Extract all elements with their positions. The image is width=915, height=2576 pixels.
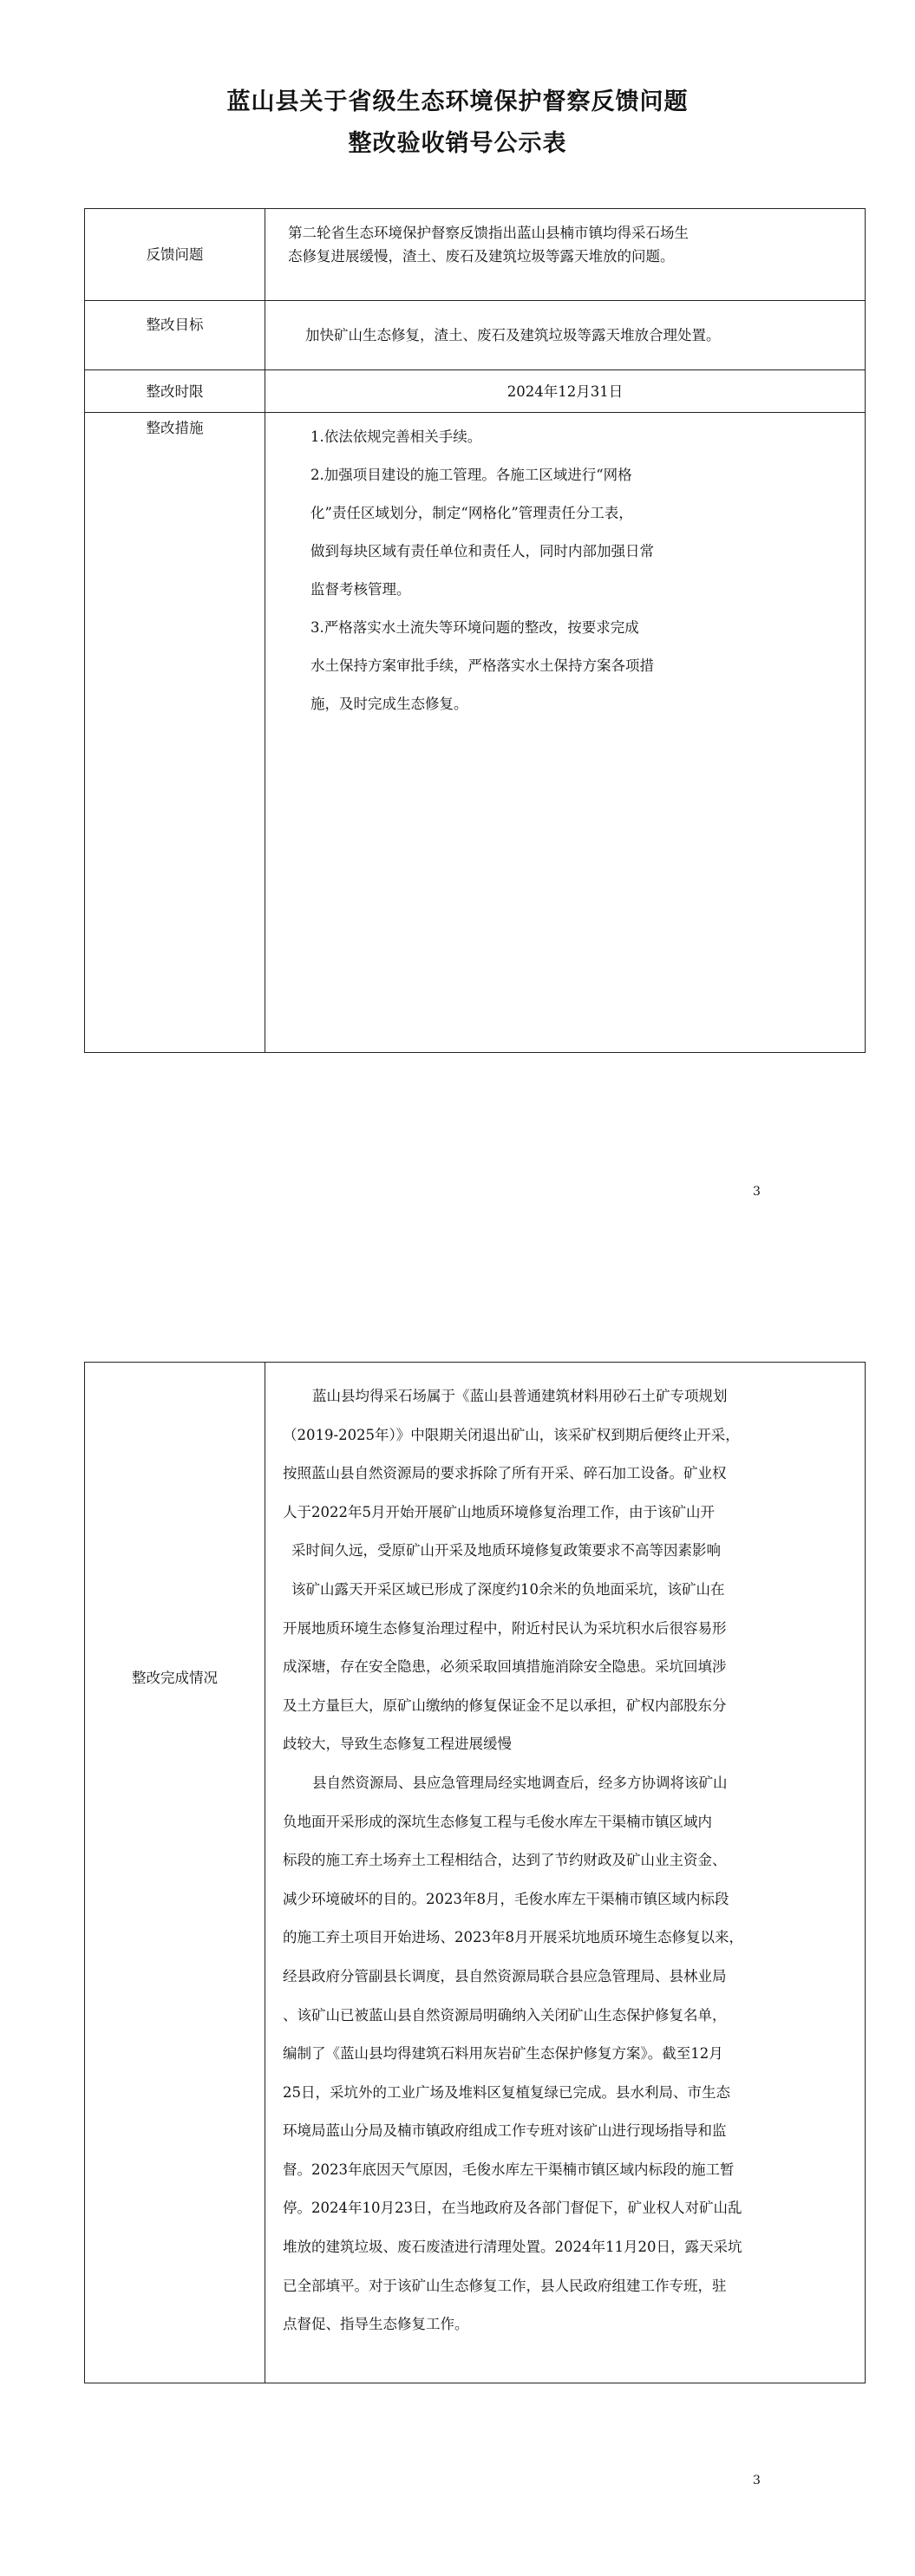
value-feedback (265, 209, 866, 301)
completion-line: 人于2022年5月开始开展矿山地质环境修复治理工作，由于该矿山开 (283, 1503, 715, 1520)
completion-line: 堆放的建筑垃圾、废石废渣进行清理处置。2024年11月20日，露天采坑 (283, 2239, 742, 2256)
goal-text: 加快矿山生态修复，渣土、废石及建筑垃圾等露天堆放合理处置。 (305, 327, 721, 343)
completion-line: 督。2023年底因天气原因，毛俊水库左干渠楠市镇区域内标段的施工暂 (283, 2161, 735, 2178)
label-completion: 整改完成情况 (85, 1363, 265, 2383)
label-deadline: 整改时限 (85, 370, 265, 413)
row-measures (85, 413, 866, 1053)
completion-line: 该矿山露天开采区域已形成了深度约10余米的负地面采坑，该矿山在 (291, 1580, 725, 1598)
completion-line: 成深塘，存在安全隐患，必须采取回填措施消除安全隐患。采坑回填涉 (283, 1658, 727, 1676)
completion-line: 环境局蓝山分局及楠市镇政府组成工作专班对该矿山进行现场指导和监 (283, 2122, 727, 2140)
measures-line: 1.依法依规完善相关手续。 (310, 428, 482, 445)
completion-line: 经县政府分管副县长调度，县自然资源局联合县应急管理局、县林业局 (283, 1967, 727, 1984)
measures-line: 2.加强项目建设的施工管理。各施工区域进行“网格 (310, 467, 632, 483)
value-measures (265, 413, 866, 1053)
completion-line: 的施工弃土项目开始进场、2023年8月开展采坑地质环境生态修复以来， (283, 1929, 743, 1946)
completion-line: 开展地质环境生态修复治理过程中，附近村民认为采坑积水后很容易形 (283, 1619, 727, 1637)
value-goal (265, 301, 866, 370)
measures-line: 施，及时完成生态修复。 (310, 696, 468, 712)
measures-line: 化”责任区域划分，制定“网格化”管理责任分工表， (310, 505, 633, 521)
value-completion (265, 1363, 866, 2383)
completion-line: 蓝山县均得采石场属于《蓝山县普通建筑材料用砂石土矿专项规划 (312, 1388, 728, 1404)
row-goal (85, 301, 866, 370)
row-deadline (85, 370, 866, 413)
document-title-line1: 蓝山县关于省级生态环境保护督察反馈问题 (226, 88, 689, 115)
completion-line: 负地面开采形成的深坑生态修复工程与毛俊水库左干渠楠市镇区域内 (283, 1813, 712, 1830)
measures-line: 做到每块区域有责任单位和责任人，同时内部加强日常 (310, 543, 654, 559)
completion-line: 减少环境破坏的目的。2023年8月，毛俊水库左干渠楠市镇区域内标段 (283, 1890, 729, 1907)
completion-line: 编制了《蓝山县均得建筑石料用灰岩矿生态保护修复方案》。截至12月 (283, 2045, 723, 2063)
completion-line: 及土方量巨大，原矿山缴纳的修复保证金不足以承担，矿权内部股东分 (283, 1697, 727, 1714)
measures-line: 水土保持方案审批手续，严格落实水土保持方案各项措 (310, 657, 654, 674)
feedback-line: 态修复进展缓慢，渣土、废石及建筑垃圾等露天堆放的问题。 (288, 248, 675, 265)
label-feedback: 反馈问题 (85, 209, 265, 301)
page-number: 3 (753, 1185, 761, 1199)
rectification-table-page2 (84, 1362, 866, 2383)
measures-line: 监督考核管理。 (310, 581, 411, 598)
completion-line: （2019-2025年）》中限期关闭退出矿山，该采矿权到期后便终止开采， (283, 1426, 740, 1443)
value-deadline: 2024年12月31日 (265, 370, 866, 413)
rectification-table-page1 (84, 208, 866, 1053)
page-number: 3 (753, 2474, 761, 2488)
completion-line: 按照蓝山县自然资源局的要求拆除了所有开采、碎石加工设备。矿业权 (283, 1465, 727, 1482)
measures-line: 3.严格落实水土流失等环境问题的整改，按要求完成 (310, 619, 639, 636)
completion-line: 采时间久远，受原矿山开采及地质环境修复政策要求不高等因素影响 (291, 1542, 721, 1559)
feedback-line: 第二轮省生态环境保护督察反馈指出蓝山县楠市镇均得采石场生 (288, 225, 689, 241)
row-feedback (85, 209, 866, 301)
completion-line: 点督促、指导生态修复工作。 (283, 2316, 469, 2333)
completion-line: 县自然资源局、县应急管理局经实地调查后，经多方协调将该矿山 (312, 1774, 728, 1791)
label-goal: 整改目标 (85, 301, 265, 370)
completion-line: 歧较大，导致生态修复工程进展缓慢 (283, 1736, 512, 1753)
completion-line: 、该矿山已被蓝山县自然资源局明确纳入关闭矿山生态保护修复名单， (283, 2006, 727, 2024)
completion-line: 已全部填平。对于该矿山生态修复工作，县人民政府组建工作专班，驻 (283, 2277, 727, 2294)
document-title-line2: 整改验收销号公示表 (348, 130, 567, 157)
completion-line: 停。2024年10月23日，在当地政府及各部门督促下，矿业权人对矿山乱 (283, 2200, 742, 2217)
completion-line: 标段的施工弃土场弃土工程相结合，达到了节约财政及矿山业主资金、 (283, 1852, 727, 1869)
label-measures: 整改措施 (85, 413, 265, 1053)
row-completion (85, 1363, 866, 2383)
completion-line: 25日，采坑外的工业广场及堆料区复植复绿已完成。县水利局、市生态 (283, 2083, 730, 2101)
